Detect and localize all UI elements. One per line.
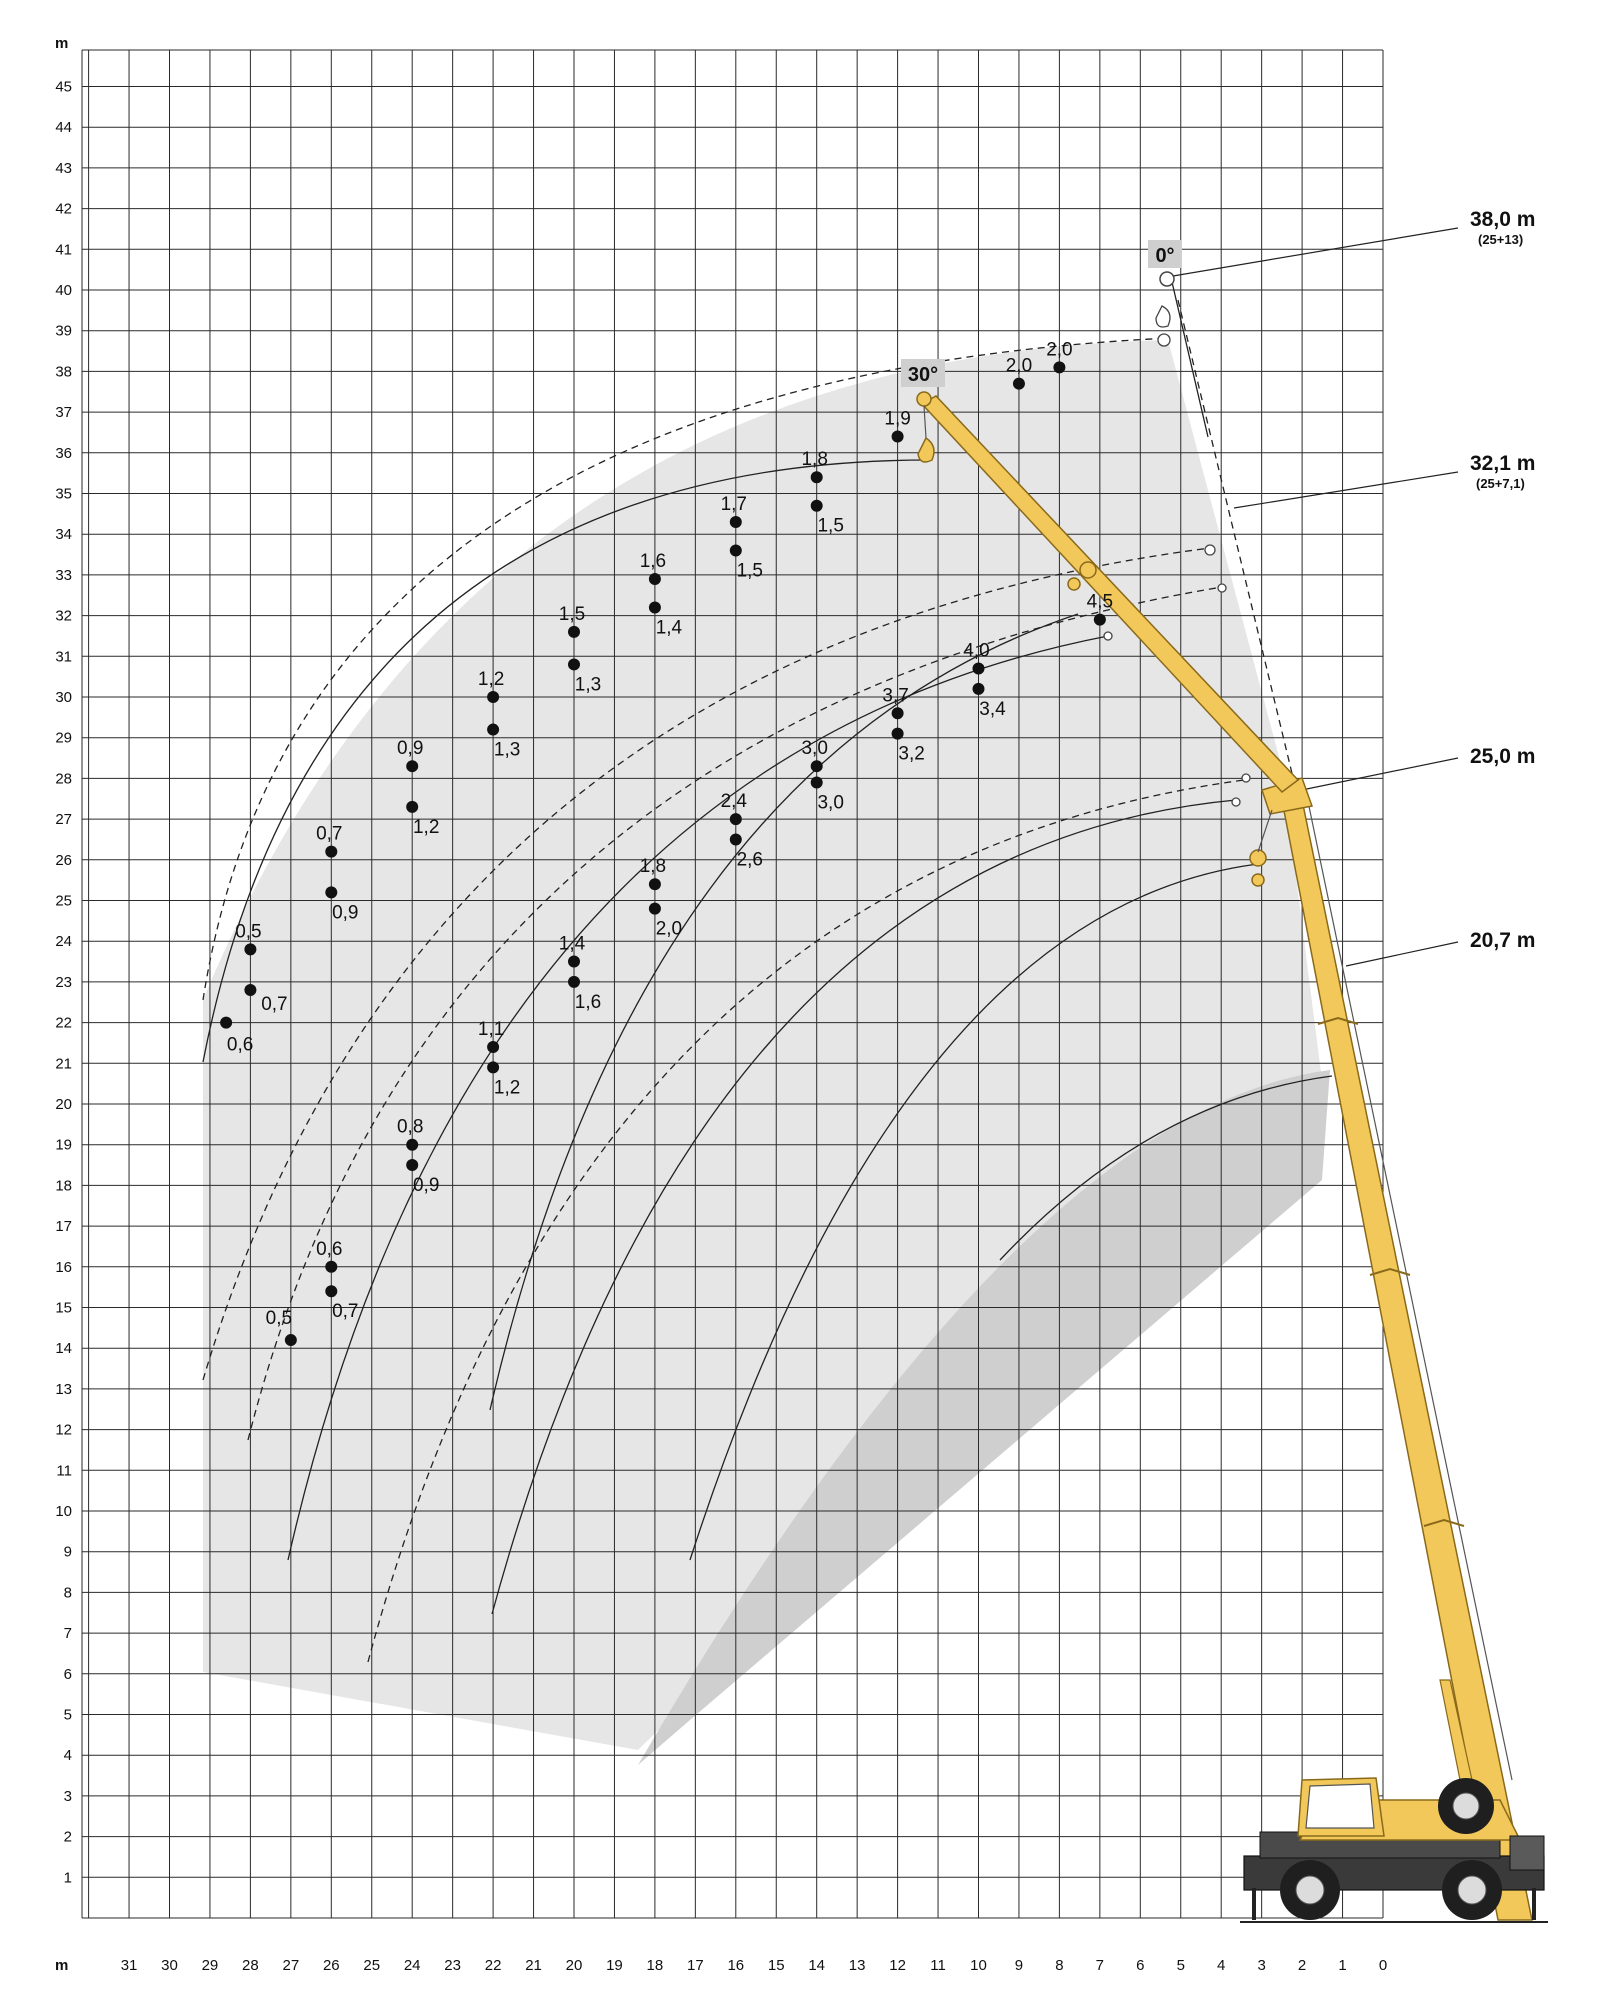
load-point (285, 1334, 297, 1346)
jib-joint-2 (1068, 578, 1080, 590)
y-tick-label: 26 (55, 851, 72, 869)
x-tick-label: 24 (403, 1957, 421, 1974)
y-tick-label: 18 (55, 1177, 72, 1195)
load-point-label: 1,6 (639, 550, 667, 572)
load-point (1094, 614, 1106, 626)
y-tick-label: 21 (55, 1055, 72, 1073)
load-point (568, 626, 580, 638)
load-point (892, 707, 904, 719)
leader-20m (1346, 942, 1458, 966)
main-boom (1280, 790, 1532, 1920)
y-tick-label: 43 (55, 159, 72, 177)
y-tick-label: 28 (55, 770, 72, 788)
y-tick-label: 12 (55, 1421, 72, 1439)
leader-25m (1292, 758, 1458, 792)
boom-labels (1470, 208, 1535, 952)
load-point (730, 833, 742, 845)
hook-pulley (1250, 850, 1266, 866)
y-tick-label: 4 (63, 1747, 72, 1765)
leader-32m (1234, 472, 1458, 508)
y-tick-label: 34 (55, 526, 72, 544)
x-tick-label: 19 (606, 1957, 623, 1974)
hook-block (1252, 874, 1264, 886)
load-point (568, 976, 580, 988)
load-point-label: 1,8 (639, 856, 667, 878)
x-tick-label: 25 (363, 1957, 381, 1974)
x-tick-label: 28 (242, 1957, 259, 1974)
y-tick-label: 1 (63, 1869, 72, 1887)
y-tick-label: 16 (55, 1258, 72, 1276)
spare-wheel (1438, 1778, 1494, 1834)
boom-sublabel-32m: (25+7,1) (1476, 476, 1525, 491)
y-tick-label: 13 (55, 1380, 72, 1398)
load-point (730, 544, 742, 556)
load-point-label: 3,0 (817, 792, 844, 814)
load-point (325, 1261, 337, 1273)
boom-label-38m: 38,0 m (1470, 208, 1536, 231)
x-tick-label: 17 (687, 1957, 704, 1974)
load-point-label: 2,0 (655, 918, 683, 940)
load-point (730, 516, 742, 528)
load-point (973, 683, 985, 695)
load-point-label: 0,6 (316, 1238, 343, 1260)
load-point-label: 1,2 (493, 1077, 521, 1099)
load-point-label: 1,4 (558, 933, 586, 955)
load-point-label: 1,4 (655, 617, 683, 639)
curve-end-marker-2 (1218, 584, 1226, 592)
leader-38m (1173, 228, 1458, 276)
load-point-label: 3,2 (898, 743, 925, 765)
angle-label-0: 0° (1155, 245, 1175, 267)
x-tick-label: 8 (1055, 1957, 1064, 1974)
x-tick-label: 7 (1095, 1957, 1105, 1974)
load-point-label: 0,9 (412, 1175, 440, 1197)
vertical-jib-hook (1156, 306, 1170, 327)
angle-badge-30 (901, 359, 945, 387)
y-tick-label: 33 (55, 566, 72, 584)
load-point (487, 691, 499, 703)
load-point (649, 878, 661, 890)
x-tick-label: 26 (322, 1957, 340, 1974)
load-point-label: 3,0 (801, 738, 828, 760)
y-tick-label: 27 (55, 811, 72, 829)
x-axis-unit: m (55, 1957, 69, 1974)
vertical-jib-tip (1160, 272, 1174, 286)
cab-window (1306, 1784, 1374, 1828)
load-point (811, 500, 823, 512)
x-tick-label: 3 (1257, 1957, 1266, 1974)
y-tick-label: 8 (63, 1584, 72, 1602)
load-point-label: 1,5 (817, 515, 844, 537)
y-tick-label: 36 (55, 444, 72, 462)
x-tick-label: 23 (444, 1957, 461, 1974)
load-point-label: 3,7 (882, 685, 909, 707)
load-point (811, 471, 823, 483)
load-point (244, 984, 256, 996)
y-tick-label: 3 (63, 1787, 72, 1805)
x-tick-label: 0 (1378, 1957, 1388, 1974)
y-tick-label: 31 (55, 648, 72, 666)
load-point-label: 1,6 (574, 991, 602, 1013)
curve-end-marker-4 (1242, 774, 1250, 782)
load-point (811, 760, 823, 772)
x-tick-label: 29 (201, 1957, 219, 1974)
boom-label-25m: 25,0 m (1470, 745, 1536, 768)
x-axis-ticks (121, 1957, 1387, 1974)
x-tick-label: 21 (525, 1957, 542, 1974)
load-point-label: 1,3 (493, 739, 521, 761)
y-tick-label: 37 (55, 404, 72, 422)
load-point (568, 658, 580, 670)
x-tick-label: 13 (848, 1957, 866, 1974)
load-point (406, 1139, 418, 1151)
y-tick-label: 42 (55, 200, 72, 218)
y-tick-label: 29 (55, 729, 72, 747)
load-point-label: 2,6 (736, 849, 764, 871)
x-tick-label: 6 (1136, 1957, 1145, 1974)
angle-label-30: 30° (907, 364, 939, 386)
angle-badge-0 (1148, 240, 1182, 268)
load-point (325, 1285, 337, 1297)
y-tick-label: 5 (63, 1706, 72, 1724)
y-tick-label: 35 (55, 485, 72, 503)
x-tick-label: 15 (767, 1957, 785, 1974)
y-tick-label: 9 (63, 1543, 72, 1561)
y-tick-label: 7 (63, 1625, 72, 1643)
y-tick-label: 22 (55, 1014, 72, 1032)
load-point (487, 1041, 499, 1053)
jib-joint (1080, 562, 1096, 578)
load-point-label: 2,0 (1005, 355, 1033, 377)
load-point (1013, 378, 1025, 390)
load-point (244, 943, 256, 955)
load-point-label: 0,7 (332, 1301, 359, 1323)
load-point-label: 1,3 (574, 674, 602, 696)
counterweight (1510, 1836, 1544, 1870)
x-tick-label: 20 (565, 1957, 583, 1974)
x-tick-label: 10 (970, 1957, 987, 1974)
load-point-label: 1,2 (412, 816, 440, 838)
rear-wheel (1442, 1860, 1502, 1920)
x-tick-label: 31 (120, 1957, 138, 1974)
y-tick-label: 20 (55, 1096, 72, 1113)
load-point (568, 956, 580, 968)
y-tick-label: 32 (55, 607, 72, 625)
y-tick-label: 24 (55, 933, 72, 951)
load-point (406, 760, 418, 772)
x-tick-label: 5 (1176, 1957, 1185, 1974)
curve-end-marker-5 (1232, 798, 1240, 806)
load-point-label: 1,5 (558, 603, 586, 625)
y-tick-label: 10 (55, 1503, 72, 1520)
load-point-label: 1,2 (477, 669, 505, 690)
load-point (649, 601, 661, 613)
y-tick-label: 41 (55, 241, 72, 259)
x-tick-label: 9 (1014, 1957, 1024, 1974)
y-tick-label: 39 (55, 322, 72, 340)
load-point-label: 2,4 (720, 791, 748, 813)
curve-end-marker-3 (1104, 632, 1112, 640)
y-tick-label: 14 (55, 1340, 72, 1358)
load-point-label: 0,5 (235, 921, 262, 943)
load-point (973, 663, 985, 675)
load-point (487, 1061, 499, 1073)
x-tick-label: 18 (646, 1957, 664, 1974)
load-point-label: 0,5 (265, 1308, 293, 1330)
y-tick-label: 6 (63, 1665, 72, 1683)
y-tick-label: 2 (63, 1828, 72, 1846)
boom-label-32m: 32,1 m (1470, 452, 1536, 475)
working-area-light (203, 340, 1322, 1750)
load-point (406, 1159, 418, 1171)
load-point (649, 573, 661, 585)
x-tick-label: 1 (1338, 1957, 1347, 1974)
load-point-label: 0,7 (316, 823, 343, 845)
load-point-label: 2,0 (1046, 339, 1073, 361)
load-point (892, 728, 904, 740)
load-point-label: 0,6 (226, 1034, 254, 1056)
curve-end-marker-1 (1205, 545, 1215, 555)
jib-tip-pulley (917, 392, 931, 406)
x-tick-label: 2 (1297, 1957, 1307, 1974)
y-tick-label: 40 (55, 282, 72, 299)
load-point (649, 903, 661, 915)
load-point-label: 4,5 (1086, 591, 1114, 613)
y-tick-label: 45 (55, 78, 72, 96)
y-axis-unit: m (55, 35, 69, 52)
load-point (487, 724, 499, 736)
x-tick-label: 30 (161, 1957, 178, 1974)
y-tick-label: 25 (55, 892, 72, 910)
load-point-label: 1,9 (884, 408, 911, 430)
load-point-label: 1,1 (477, 1019, 505, 1041)
y-tick-label: 19 (55, 1136, 72, 1154)
load-point (325, 846, 337, 858)
y-axis-ticks (55, 79, 72, 1887)
y-tick-label: 30 (55, 689, 72, 706)
x-tick-label: 12 (889, 1957, 906, 1974)
load-point-label: 3,4 (979, 698, 1006, 720)
load-point-label: 0,8 (396, 1116, 424, 1138)
load-point-label: 0,9 (396, 738, 424, 760)
load-point (811, 776, 823, 788)
y-tick-label: 15 (55, 1299, 72, 1317)
y-tick-label: 17 (55, 1218, 72, 1236)
x-tick-label: 11 (930, 1957, 946, 1974)
load-point-label: 1,8 (801, 449, 828, 471)
load-point-label: 0,7 (261, 994, 288, 1016)
boom-sublabel-38m: (25+13) (1478, 232, 1524, 247)
vertical-jib-pulley (1158, 334, 1170, 346)
y-tick-label: 23 (55, 973, 72, 991)
load-point-label: 4,0 (963, 640, 990, 662)
y-tick-label: 38 (55, 363, 72, 381)
x-tick-label: 4 (1217, 1957, 1226, 1974)
load-point (730, 813, 742, 825)
load-point-label: 1,7 (720, 493, 748, 515)
front-wheel (1280, 1860, 1340, 1920)
x-tick-label: 22 (484, 1957, 502, 1974)
load-point-label: 1,5 (736, 560, 764, 582)
boom-label-20m: 20,7 m (1470, 929, 1536, 952)
y-tick-label: 11 (56, 1462, 72, 1480)
x-tick-label: 27 (282, 1957, 300, 1974)
load-point (1053, 361, 1065, 373)
x-tick-label: 14 (808, 1957, 826, 1974)
load-point (892, 431, 904, 443)
y-tick-label: 44 (55, 119, 72, 137)
load-point (406, 801, 418, 813)
load-point (220, 1017, 232, 1029)
x-tick-label: 16 (727, 1957, 745, 1974)
load-point (325, 886, 337, 898)
load-point-label: 0,9 (332, 902, 359, 924)
